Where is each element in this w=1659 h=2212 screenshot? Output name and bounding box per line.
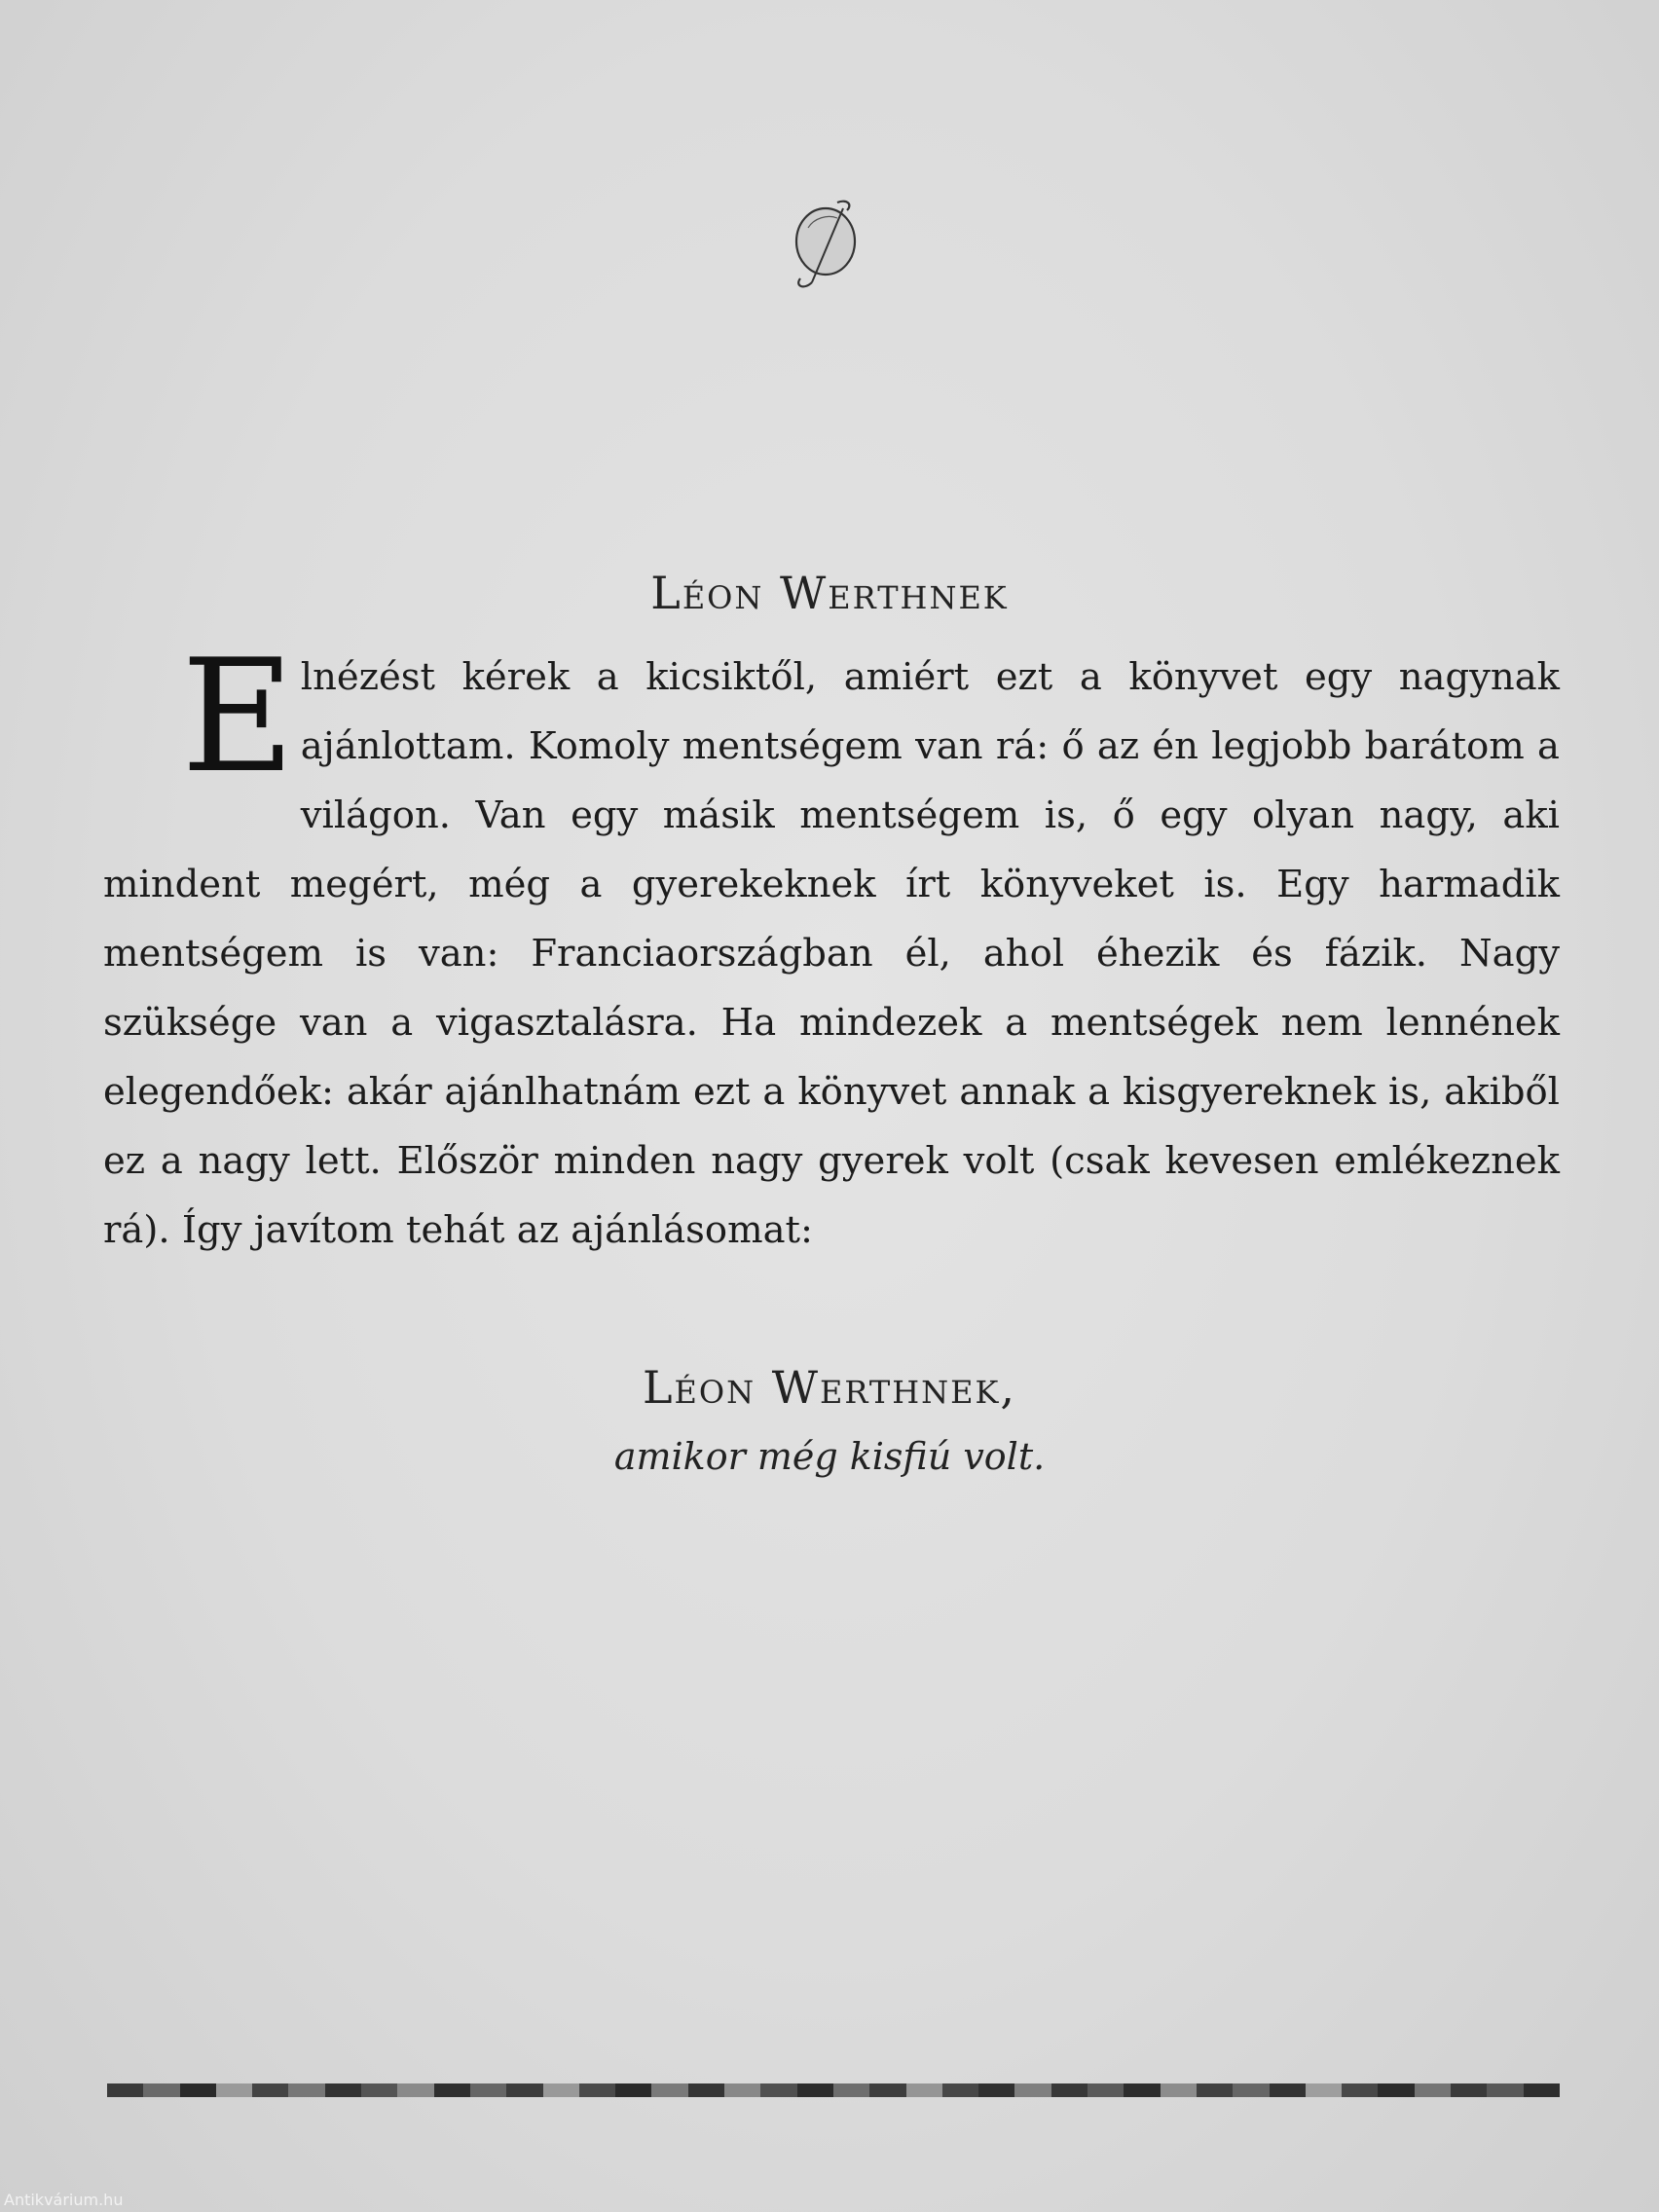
dedication-heading: Léon Werthnek xyxy=(650,567,1009,619)
closing-subline: amikor még kisfiú volt. xyxy=(613,1435,1046,1478)
watermark: Antikvárium.hu xyxy=(4,2191,124,2209)
closing-heading: Léon Werthnek, xyxy=(642,1361,1017,1414)
drop-cap: E xyxy=(181,625,295,807)
dedication-paragraph: lnézést kérek a kicsiktől, amiért ezt a könyvet egy nagynak ajánlottam. Komoly mentségem van rá: ő az én legjobb barátom a világon. Van egy másik mentségem is, ő egy olyan nagy, aki mindent megért, még a gyerekeknek írt könyveket is. Egy harmadik mentségem is van: Franciaországban él, ahol éhezik és fázik. Nagy szüksége van a vigasztalásra. Ha mindezek a mentségek nem lennének elegendőek: akár ajánlhatnám ezt a könyvet annak a kisgyereknek is, akiből ez a nagy lett. Először minden nagy gyerek volt (csak kevesen emlékeznek rá). Így javítom tehát az ajánlásomat: xyxy=(103,655,1560,1252)
dedication-body xyxy=(103,625,1560,1265)
planet-sketch-icon xyxy=(779,185,876,302)
decorative-rule xyxy=(107,2083,1560,2097)
